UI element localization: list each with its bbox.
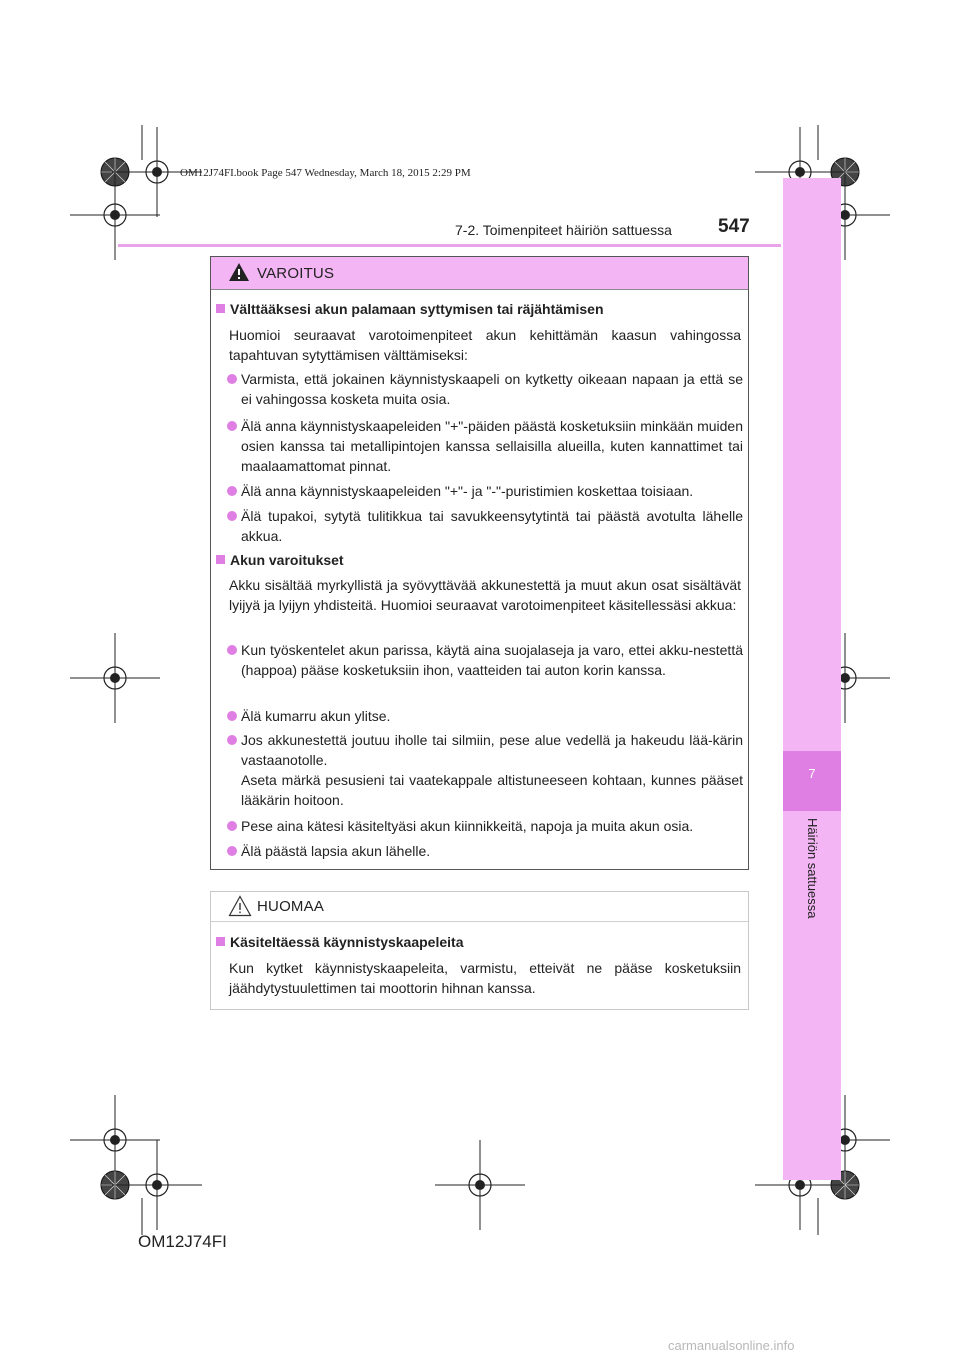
warning-heading-2: Akun varoitukset <box>216 552 344 568</box>
header-rule <box>118 244 781 247</box>
side-tab-number: 7 <box>808 766 816 781</box>
notice-header <box>211 892 748 922</box>
square-bullet-icon <box>216 937 225 946</box>
bullet-dot-icon <box>227 486 237 496</box>
warning-title: VAROITUS <box>257 265 335 282</box>
warning-intro-2: Akku sisältää myrkyllistä ja syövyttävää akkunestettä ja muut akun osat sisältävät lyijyä ja lyijyn yhdisteitä. Huomioi seuraavat varotoimenpiteet käsitellessäsi akkua: <box>229 577 741 613</box>
warning-triangle-icon <box>228 262 250 282</box>
bullet-dot-icon <box>227 645 237 655</box>
warning-intro-1: Huomioi seuraavat varotoimenpiteet akun kehittämän kaasun vahingossa tapahtuvan sytyttämisen välttämiseksi: <box>229 327 741 363</box>
side-tab-band <box>783 178 841 1180</box>
warning-header <box>211 257 748 290</box>
bullet-dot-icon <box>227 821 237 831</box>
list-item: Jos akkunestettä joutuu iholle tai silmiin, pese alue vedellä ja hakeudu lää-kärin vastaanotolle. <box>227 730 743 770</box>
book-info: OM12J74FI.book Page 547 Wednesday, March 18, 2015 2:29 PM <box>180 167 471 179</box>
warning-box <box>210 256 749 870</box>
bullet-dot-icon <box>227 846 237 856</box>
square-bullet-icon <box>216 304 225 313</box>
footer-code: OM12J74FI <box>138 1232 227 1251</box>
bullet-dot-icon <box>227 421 237 431</box>
notice-box <box>210 891 749 1010</box>
list-item: Älä päästä lapsia akun lähelle. <box>227 841 743 861</box>
header-section-title: 7-2. Toimenpiteet häiriön sattuessa <box>455 222 672 238</box>
square-bullet-icon <box>216 555 225 564</box>
notice-heading: Käsiteltäessä käynnistyskaapeleita <box>216 934 463 950</box>
caution-outline-triangle-icon <box>228 895 252 917</box>
bullet-dot-icon <box>227 374 237 384</box>
notice-text: Kun kytket käynnistyskaapeleita, varmistu, etteivät ne pääse kosketuksiin jäähdytystuulettimen tai moottorin hihnan kanssa. <box>229 960 741 996</box>
bullet-dot-icon <box>227 511 237 521</box>
list-item: Kun työskentelet akun parissa, käytä aina suojalaseja ja varo, ettei akku-nestettä (happoa) pääse kosketuksiin ihon, vaatteiden tai auton korin kanssa. <box>227 640 743 680</box>
notice-title: HUOMAA <box>257 898 325 915</box>
warning-heading-1: Välttääksesi akun palamaan syttymisen tai räjähtämisen <box>216 301 604 317</box>
page-number: 547 <box>718 216 750 237</box>
bullet-dot-icon <box>227 711 237 721</box>
list-item: Varmista, että jokainen käynnistyskaapeli on kytketty oikeaan napaan ja että se ei vahingossa kosketa muita osia. <box>227 369 743 409</box>
side-tab-chapter-box <box>783 751 841 811</box>
bullet-dot-icon <box>227 735 237 745</box>
list-item: Pese aina kätesi käsiteltyäsi akun kiinnikkeitä, napoja ja muita akun osia. <box>227 816 743 836</box>
list-item: Älä anna käynnistyskaapeleiden "+"- ja "-"-puristimien koskettaa toisiaan. <box>227 481 743 501</box>
list-item: Älä tupakoi, sytytä tulitikkua tai savukkeensytytintä tai päästä avotulta lähelle akkua. <box>227 506 743 546</box>
list-item: Älä kumarru akun ylitse. <box>227 706 743 726</box>
list-item: Älä anna käynnistyskaapeleiden "+"-päiden päästä kosketuksiin minkään muiden osien kanssa tai metallipintojen kanssa sellaisilla alueilla, kuten kannattimet tai maalaamattomat pinnat. <box>227 416 743 476</box>
watermark: carmanualsonline.info <box>668 1338 795 1353</box>
list-item-continuation: Aseta märkä pesusieni tai vaatekappale altistuneeseen kohtaan, kunnes pääset lääkärin hoitoon. <box>241 772 743 808</box>
side-tab-label: Häiriön sattuessa <box>805 818 820 919</box>
